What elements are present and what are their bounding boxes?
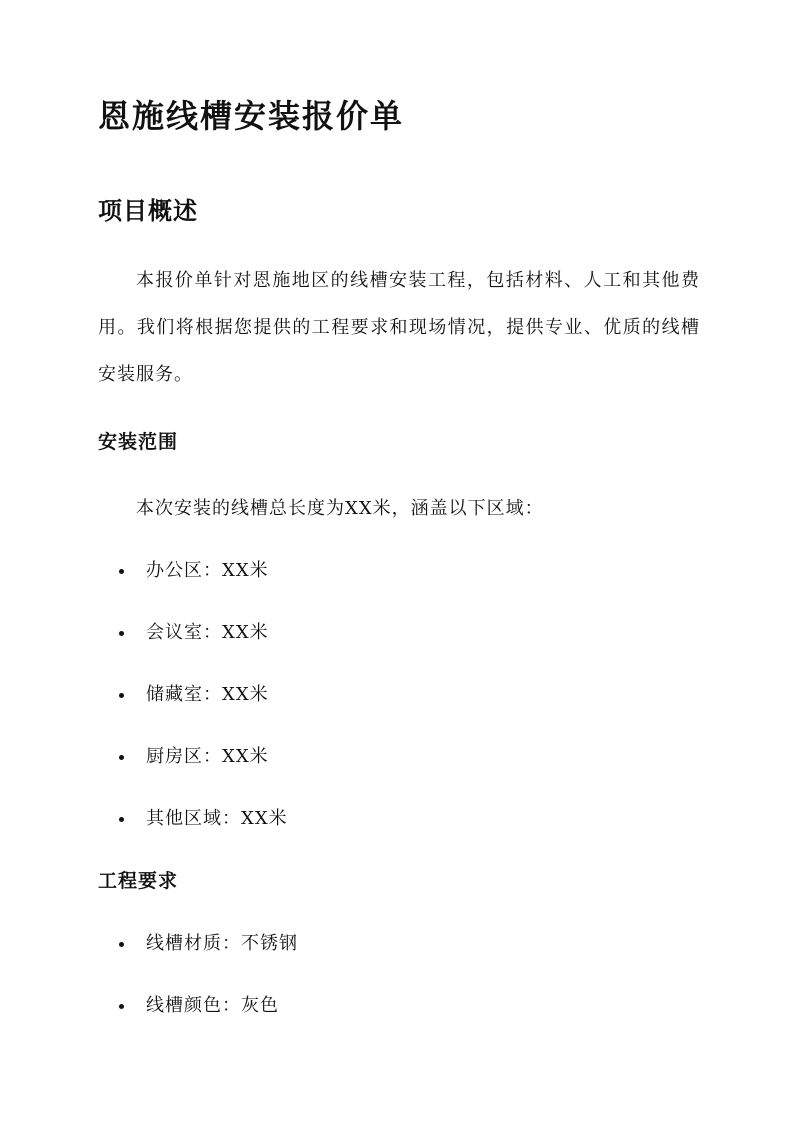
bullet-icon <box>119 631 124 636</box>
scope-paragraph: 本次安装的线槽总长度为XX米，涵盖以下区域： <box>136 498 544 519</box>
section-heading-requirements: 工程要求 <box>98 870 179 892</box>
list-item-text: 线槽材质：不锈钢 <box>146 933 298 954</box>
document-title: 恩施线槽安装报价单 <box>98 97 405 135</box>
section-heading-overview: 项目概述 <box>98 196 198 225</box>
section-heading-scope: 安装范围 <box>98 431 179 453</box>
bullet-icon <box>119 569 124 574</box>
list-item-text: 厨房区：XX米 <box>146 746 269 767</box>
list-item-text: 储藏室：XX米 <box>146 684 269 705</box>
list-item-text: 其他区域：XX米 <box>146 808 288 829</box>
bullet-icon <box>119 755 124 760</box>
bullet-icon <box>119 817 124 822</box>
overview-paragraph: 本报价单针对恩施地区的线槽安装工程，包括材料、人工和其他费用。我们将根据您提供的工程要求和现场情况，提供专业、优质的线槽安装服务。 <box>98 270 700 385</box>
list-item-text: 线槽颜色：灰色 <box>146 995 279 1016</box>
bullet-icon <box>119 693 124 698</box>
bullet-icon <box>119 1004 124 1009</box>
bullet-icon <box>119 942 124 947</box>
list-item-text: 会议室：XX米 <box>146 622 269 643</box>
list-item-text: 办公区：XX米 <box>146 560 269 581</box>
